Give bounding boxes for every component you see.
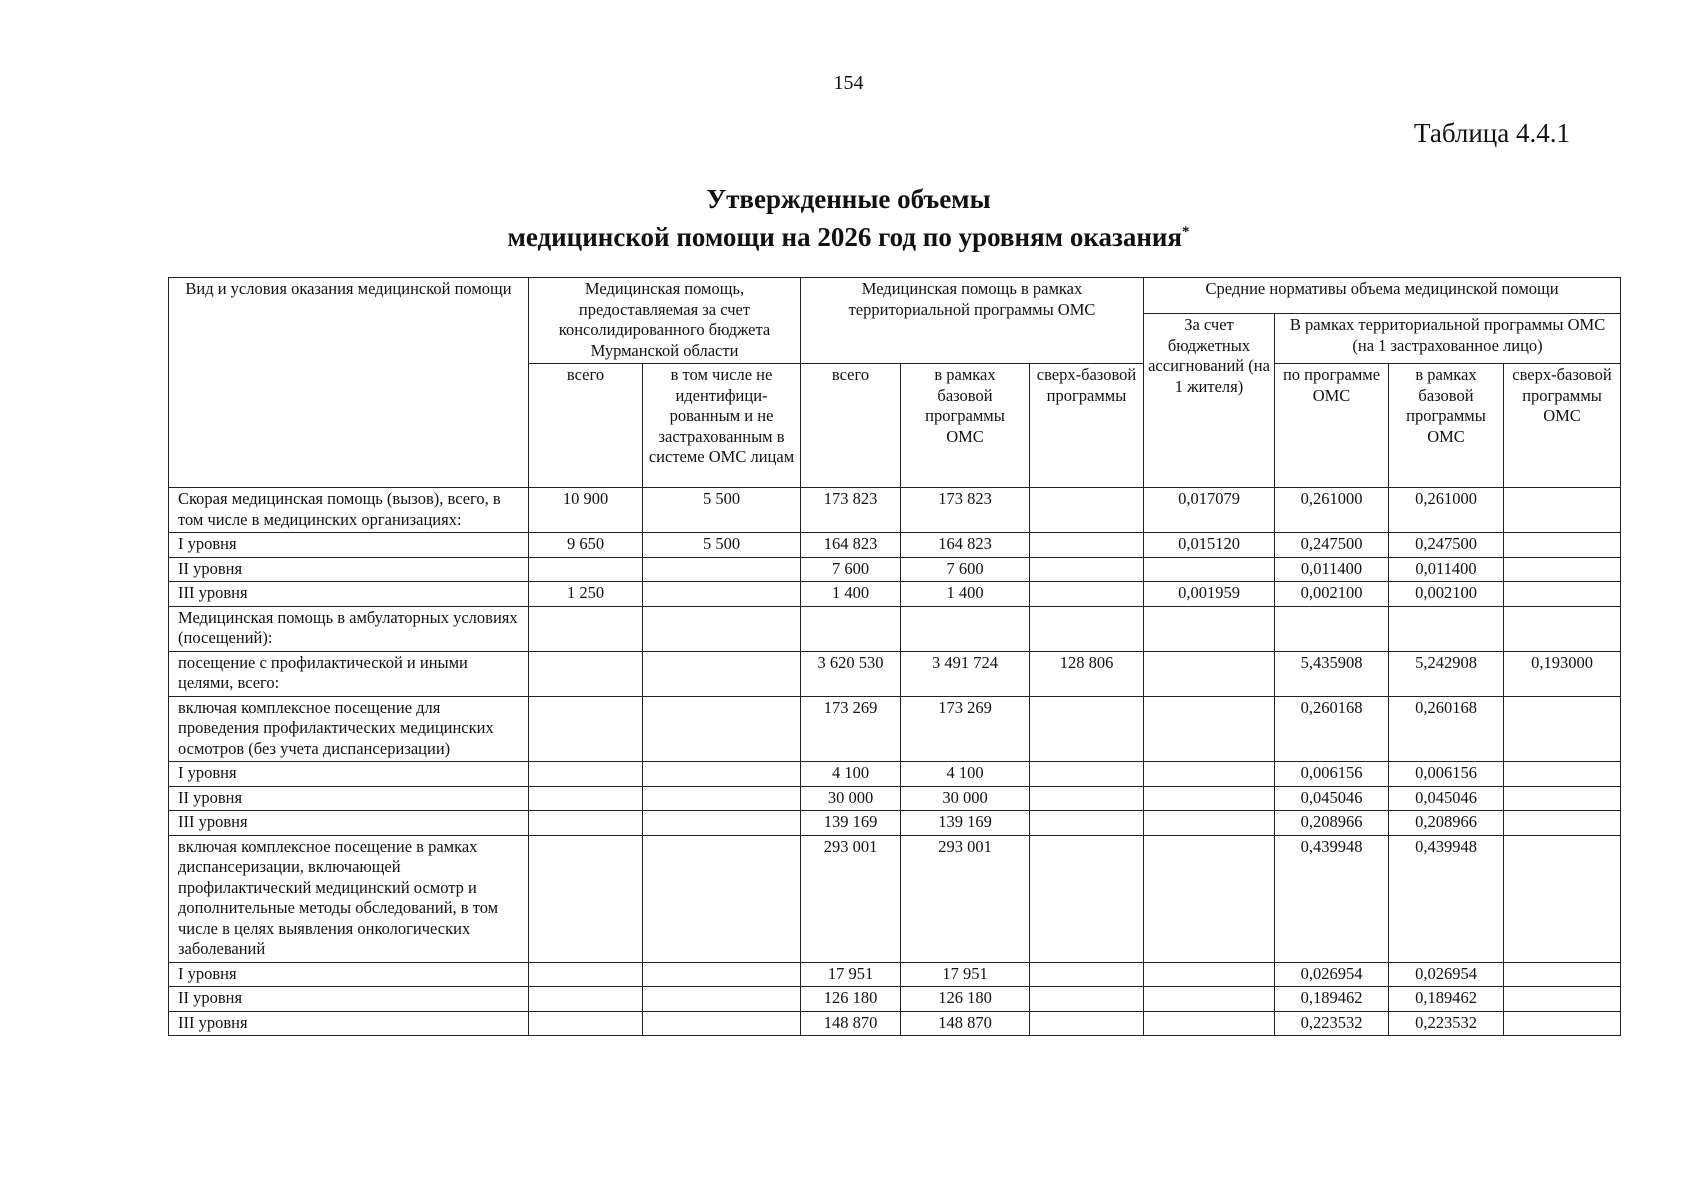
header-type: Вид и условия оказания медицинской помощи bbox=[169, 278, 529, 488]
table-cell bbox=[1504, 786, 1621, 811]
table-cell: 0,208966 bbox=[1275, 811, 1389, 836]
table-cell: 0,026954 bbox=[1389, 962, 1504, 987]
table-cell: 10 900 bbox=[529, 488, 643, 533]
table-cell bbox=[529, 835, 643, 962]
table-row bbox=[169, 557, 1621, 582]
table-cell bbox=[643, 811, 801, 836]
table-cell: 0,045046 bbox=[1389, 786, 1504, 811]
table-row bbox=[169, 606, 1621, 651]
table-row bbox=[169, 962, 1621, 987]
table-cell bbox=[529, 811, 643, 836]
table-cell bbox=[643, 987, 801, 1012]
table-cell bbox=[1030, 582, 1144, 607]
table-cell bbox=[1504, 811, 1621, 836]
table-cell: 5 500 bbox=[643, 488, 801, 533]
table-row bbox=[169, 762, 1621, 787]
table-cell bbox=[1030, 835, 1144, 962]
table-cell: 17 951 bbox=[901, 962, 1030, 987]
table-cell bbox=[1030, 488, 1144, 533]
table-cell: 4 100 bbox=[801, 762, 901, 787]
table-cell: 0,002100 bbox=[1275, 582, 1389, 607]
table-cell bbox=[1504, 696, 1621, 762]
table-cell: 1 400 bbox=[801, 582, 901, 607]
row-label: II уровня bbox=[169, 557, 529, 582]
table-cell: 30 000 bbox=[901, 786, 1030, 811]
table-cell: 0,247500 bbox=[1389, 533, 1504, 558]
table-cell: 0,011400 bbox=[1389, 557, 1504, 582]
table-cell: 0,002100 bbox=[1389, 582, 1504, 607]
table-cell: 5 500 bbox=[643, 533, 801, 558]
table-cell bbox=[1504, 835, 1621, 962]
table-cell: 148 870 bbox=[801, 1011, 901, 1036]
table-cell: 5,242908 bbox=[1389, 651, 1504, 696]
title-line-2-text: медицинской помощи на 2026 год по уровням оказания bbox=[507, 222, 1183, 252]
table-cell: 0,045046 bbox=[1275, 786, 1389, 811]
table-cell: 5,435908 bbox=[1275, 651, 1389, 696]
header-norm-over: сверх-базовой программы ОМС bbox=[1504, 364, 1621, 488]
volumes-table bbox=[168, 277, 1621, 1036]
table-cell bbox=[1144, 786, 1275, 811]
table-cell: 0,189462 bbox=[1275, 987, 1389, 1012]
table-cell: 17 951 bbox=[801, 962, 901, 987]
table-cell bbox=[1144, 811, 1275, 836]
table-cell bbox=[529, 962, 643, 987]
table-row bbox=[169, 696, 1621, 762]
table-cell bbox=[1275, 606, 1389, 651]
table-row bbox=[169, 811, 1621, 836]
table-cell bbox=[1144, 1011, 1275, 1036]
table-cell: 0,001959 bbox=[1144, 582, 1275, 607]
row-label: I уровня bbox=[169, 533, 529, 558]
header-oms-program: Медицинская помощь в рамках территориальной программы ОМС bbox=[801, 278, 1144, 364]
table-cell bbox=[529, 557, 643, 582]
table-cell: 0,439948 bbox=[1275, 835, 1389, 962]
table-row bbox=[169, 835, 1621, 962]
table-cell bbox=[1030, 811, 1144, 836]
table-cell bbox=[529, 696, 643, 762]
header-oms-per-insured: В рамках территориальной программы ОМС (на 1 застрахованное лицо) bbox=[1275, 314, 1621, 364]
row-label: III уровня bbox=[169, 1011, 529, 1036]
row-label: Медицинская помощь в амбулаторных условиях (посещений): bbox=[169, 606, 529, 651]
table-cell bbox=[1030, 786, 1144, 811]
row-label: I уровня bbox=[169, 962, 529, 987]
table-cell bbox=[801, 606, 901, 651]
table-cell: 139 169 bbox=[901, 811, 1030, 836]
table-cell bbox=[1504, 762, 1621, 787]
table-cell: 0,006156 bbox=[1275, 762, 1389, 787]
table-cell bbox=[643, 651, 801, 696]
table-cell bbox=[529, 651, 643, 696]
table-cell: 139 169 bbox=[801, 811, 901, 836]
table-cell: 0,260168 bbox=[1389, 696, 1504, 762]
table-cell: 173 269 bbox=[801, 696, 901, 762]
table-cell: 0,223532 bbox=[1389, 1011, 1504, 1036]
table-cell: 0,223532 bbox=[1275, 1011, 1389, 1036]
table-cell bbox=[1504, 606, 1621, 651]
table-row bbox=[169, 786, 1621, 811]
header-regional-uninsured: в том числе не идентифици-рованным и не застрахованным в системе ОМС лицам bbox=[643, 364, 801, 488]
table-cell bbox=[1504, 557, 1621, 582]
table-cell: 173 269 bbox=[901, 696, 1030, 762]
row-label: включая комплексное посещение для проведения профилактических медицинских осмотров (без учета диспансеризации) bbox=[169, 696, 529, 762]
table-cell: 0,015120 bbox=[1144, 533, 1275, 558]
table-row bbox=[169, 987, 1621, 1012]
row-label: посещение с профилактической и иными целями, всего: bbox=[169, 651, 529, 696]
table-cell: 0,017079 bbox=[1144, 488, 1275, 533]
table-row bbox=[169, 651, 1621, 696]
table-cell: 128 806 bbox=[1030, 651, 1144, 696]
table-cell: 7 600 bbox=[901, 557, 1030, 582]
table-cell bbox=[643, 606, 801, 651]
table-cell bbox=[643, 835, 801, 962]
table-body bbox=[169, 488, 1621, 1036]
table-cell bbox=[1144, 606, 1275, 651]
row-label: Скорая медицинская помощь (вызов), всего, в том числе в медицинских организациях: bbox=[169, 488, 529, 533]
table-cell: 30 000 bbox=[801, 786, 901, 811]
table-cell: 164 823 bbox=[801, 533, 901, 558]
table-cell: 0,193000 bbox=[1504, 651, 1621, 696]
table-cell: 293 001 bbox=[801, 835, 901, 962]
table-cell bbox=[643, 786, 801, 811]
table-cell: 3 620 530 bbox=[801, 651, 901, 696]
table-cell bbox=[643, 962, 801, 987]
table-cell: 293 001 bbox=[901, 835, 1030, 962]
table-cell: 0,026954 bbox=[1275, 962, 1389, 987]
table-cell: 173 823 bbox=[901, 488, 1030, 533]
table-cell bbox=[1389, 606, 1504, 651]
title-line-1: Утвержденные объемы bbox=[706, 184, 991, 214]
table-cell: 4 100 bbox=[901, 762, 1030, 787]
header-regional-budget: Медицинская помощь, предоставляемая за счет консолидированного бюджета Мурманской области bbox=[529, 278, 801, 364]
table-row bbox=[169, 1011, 1621, 1036]
header-norm-program: по программе ОМС bbox=[1275, 364, 1389, 488]
header-norm-basic: в рамках базовой программы ОМС bbox=[1389, 364, 1504, 488]
table-cell bbox=[1504, 987, 1621, 1012]
table-cell: 148 870 bbox=[901, 1011, 1030, 1036]
table-cell: 1 400 bbox=[901, 582, 1030, 607]
table-cell: 0,439948 bbox=[1389, 835, 1504, 962]
table-cell bbox=[1504, 582, 1621, 607]
table-cell bbox=[1144, 651, 1275, 696]
table-cell: 126 180 bbox=[801, 987, 901, 1012]
table-cell bbox=[1030, 987, 1144, 1012]
table-cell: 0,006156 bbox=[1389, 762, 1504, 787]
table-cell: 0,189462 bbox=[1389, 987, 1504, 1012]
table-cell: 0,011400 bbox=[1275, 557, 1389, 582]
page-number: 154 bbox=[833, 72, 864, 94]
header-oms-basic: в рамках базовой программы ОМС bbox=[901, 364, 1030, 488]
table-label: Таблица 4.4.1 bbox=[1414, 118, 1570, 148]
table-cell: 126 180 bbox=[901, 987, 1030, 1012]
table-cell: 0,261000 bbox=[1275, 488, 1389, 533]
header-oms-over: сверх-базовой программы bbox=[1030, 364, 1144, 488]
header-average-norms: Средние нормативы объема медицинской помощи bbox=[1144, 278, 1621, 314]
table-cell bbox=[1030, 606, 1144, 651]
table-cell bbox=[1030, 696, 1144, 762]
table-cell: 173 823 bbox=[801, 488, 901, 533]
table-cell bbox=[643, 1011, 801, 1036]
table-cell bbox=[529, 987, 643, 1012]
table-cell: 164 823 bbox=[901, 533, 1030, 558]
table-cell bbox=[529, 762, 643, 787]
row-label: III уровня bbox=[169, 582, 529, 607]
table-cell bbox=[1030, 762, 1144, 787]
table-cell: 3 491 724 bbox=[901, 651, 1030, 696]
table-cell bbox=[1144, 696, 1275, 762]
table-row bbox=[169, 533, 1621, 558]
row-label: II уровня bbox=[169, 987, 529, 1012]
table-cell: 0,247500 bbox=[1275, 533, 1389, 558]
table-cell bbox=[1144, 835, 1275, 962]
table-cell bbox=[1144, 557, 1275, 582]
page-title bbox=[0, 183, 1697, 254]
table-cell bbox=[1504, 962, 1621, 987]
table-cell: 1 250 bbox=[529, 582, 643, 607]
table-cell bbox=[1030, 962, 1144, 987]
table-cell bbox=[529, 606, 643, 651]
header-oms-total: всего bbox=[801, 364, 901, 488]
table-row bbox=[169, 582, 1621, 607]
table-cell bbox=[1030, 533, 1144, 558]
table-cell bbox=[529, 786, 643, 811]
table-cell bbox=[1144, 962, 1275, 987]
table-cell bbox=[643, 762, 801, 787]
table-cell: 0,208966 bbox=[1389, 811, 1504, 836]
table-cell bbox=[1144, 762, 1275, 787]
table-cell bbox=[643, 582, 801, 607]
title-line-2 bbox=[0, 216, 1697, 254]
row-label: I уровня bbox=[169, 762, 529, 787]
table-cell: 7 600 bbox=[801, 557, 901, 582]
table-cell bbox=[901, 606, 1030, 651]
table-cell bbox=[1030, 557, 1144, 582]
row-label: II уровня bbox=[169, 786, 529, 811]
row-label: включая комплексное посещение в рамках диспансеризации, включающей профилактический медицинский осмотр и дополнительные методы обследований, в том числе в целях выявления онкологических заболеваний bbox=[169, 835, 529, 962]
table-cell bbox=[1030, 1011, 1144, 1036]
table-cell bbox=[1144, 987, 1275, 1012]
table-cell bbox=[643, 696, 801, 762]
footnote-mark: * bbox=[1182, 224, 1190, 240]
header-regional-total: всего bbox=[529, 364, 643, 488]
table-cell bbox=[1504, 533, 1621, 558]
table-cell: 9 650 bbox=[529, 533, 643, 558]
table-cell bbox=[1504, 488, 1621, 533]
table-row bbox=[169, 488, 1621, 533]
row-label: III уровня bbox=[169, 811, 529, 836]
table-cell: 0,260168 bbox=[1275, 696, 1389, 762]
table-cell: 0,261000 bbox=[1389, 488, 1504, 533]
table-cell bbox=[529, 1011, 643, 1036]
header-budget-per-resident: За счет бюджетных ассигнований (на 1 жителя) bbox=[1144, 314, 1275, 488]
table-cell bbox=[1504, 1011, 1621, 1036]
table-cell bbox=[643, 557, 801, 582]
